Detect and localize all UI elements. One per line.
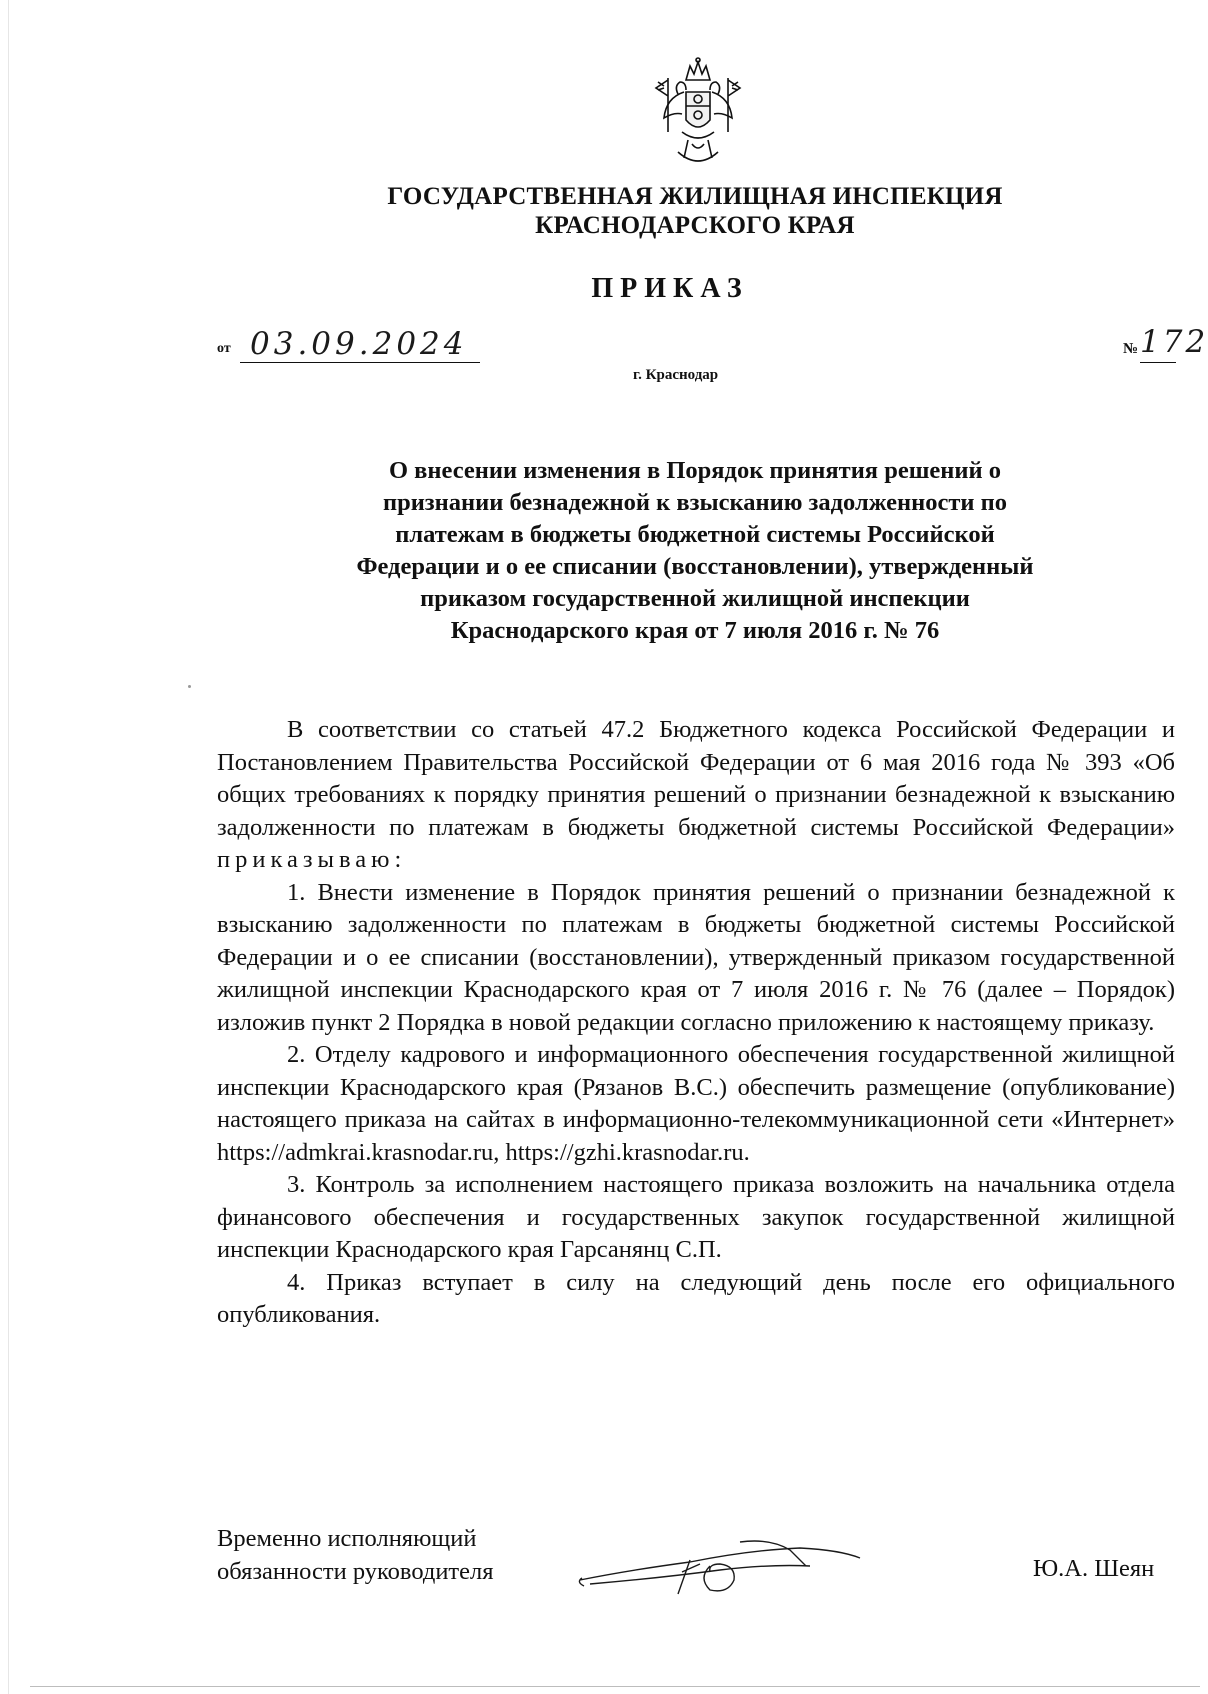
date-label: от: [217, 341, 231, 356]
order-word: приказываю:: [217, 846, 407, 873]
position-line: Временно исполняющий: [217, 1525, 477, 1552]
title-line: приказом государственной жилищной инспекции: [420, 585, 970, 612]
item-paragraph: 1. Внести изменение в Порядок принятия решений о признании безнадежной к взысканию задолженности по платежам в бюджеты бюджетной системы Российской Федерации и о ее списании (восстановлении), утвержденный приказом государственной жилищной инспекции Краснодарского края от 7 июля 2016 г. № 76 (далее – Порядок) изложив пункт 2 Порядка в новой редакции согласно приложению к настоящему приказу.: [217, 878, 1175, 1036]
title-line: признании безнадежной к взысканию задолженности по: [382, 489, 1008, 516]
title-line: О внесении изменения в Порядок принятия решений о: [389, 457, 1001, 484]
signer-name: Ю.А. Шеян: [1033, 1555, 1155, 1582]
scan-edge: [8, 0, 9, 1694]
preamble-text: В соответствии со статьей 47.2 Бюджетного кодекса Российской Федерации и Постановлением Правительства Российской Федерации от 6 мая 2016 года № 393 «Об общих требованиях к порядку принятия решений о признании безнадежной к взысканию задолженности по платежам в бюджеты бюджетной системы Российской Федерации»: [217, 716, 1175, 841]
position-line: обязанности руководителя: [217, 1558, 494, 1585]
organization-name: [300, 182, 1090, 240]
signer-position: [217, 1522, 494, 1588]
number-underline: [1140, 362, 1176, 363]
handwritten-date: 03.09.2024: [250, 326, 468, 362]
document-body: [217, 714, 1175, 1332]
title-line: Федерации и о ее списании (восстановлении), утвержденный: [356, 553, 1034, 580]
organization-line: КРАСНОДАРСКОГО КРАЯ: [535, 212, 855, 239]
item-paragraph: 2. Отделу кадрового и информационного обеспечения государственной жилищной инспекции Краснодарского края (Рязанов В.С.) обеспечить размещение (опубликование) настоящего приказа на сайтах в информационно-телекоммуникационной сети «Интернет» https://admkrai.krasnodar.ru, https://gzhi.krasnodar.ru.: [217, 1041, 1175, 1166]
organization-line: ГОСУДАРСТВЕННАЯ ЖИЛИЩНАЯ ИНСПЕКЦИЯ: [387, 183, 1003, 210]
date-underline: [240, 362, 480, 363]
city: г. Краснодар: [633, 367, 719, 383]
scan-speck: [188, 685, 191, 688]
item-paragraph: 4. Приказ вступает в силу на следующий день после его официального опубликования.: [217, 1268, 1175, 1328]
handwritten-number: 172: [1140, 324, 1208, 360]
scan-edge: [30, 1686, 1200, 1687]
document-type: ПРИКАЗ: [591, 273, 749, 304]
title-line: платежам в бюджеты бюджетной системы Российской: [395, 521, 995, 548]
title-line: Краснодарского края от 7 июля 2016 г. № 76: [450, 617, 940, 644]
document-title: [290, 455, 1100, 647]
number-label: №: [1123, 341, 1139, 357]
item-paragraph: 3. Контроль за исполнением настоящего приказа возложить на начальника отдела финансового обеспечения и государственных закупок государственной жилищной инспекции Краснодарского края Гарсанянц С.П.: [217, 1171, 1175, 1263]
coat-of-arms-icon: [648, 52, 748, 172]
handwritten-signature: [570, 1520, 870, 1600]
preamble-paragraph: [217, 714, 1175, 877]
